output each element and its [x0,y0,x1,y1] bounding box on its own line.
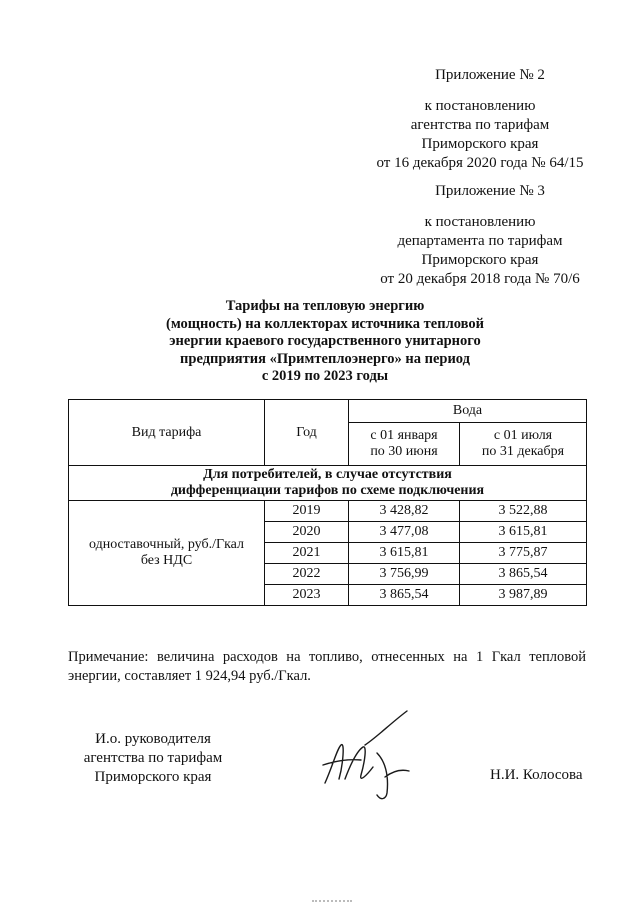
header-year: Год [265,400,349,466]
period-line: с 01 июля [493,428,553,443]
appendix-3-line: департамента по тарифам [397,233,563,249]
appendix-2-reference [360,97,600,173]
appendix-2-number: Приложение № 2 [435,67,545,83]
title-line: Тарифы на тепловую энергию [225,298,425,314]
table-header-row [69,400,587,423]
year-cell: 2021 [265,543,349,564]
signatory-position [78,730,228,787]
appendix-2-line: Приморского края [421,136,539,152]
tariff-value-first-half: 3 865,54 [349,585,460,606]
tariff-value-second-half: 3 865,54 [460,564,587,585]
tariff-value-second-half: 3 987,89 [460,585,587,606]
year-cell: 2020 [265,522,349,543]
appendix-3-line: от 20 декабря 2018 года № 70/6 [380,271,580,287]
fuel-cost-note: Примечание: величина расходов на топливо, отнесенных на 1 Гкал тепловой энергии, составляет 1 924,94 руб./Гкал. [68,649,586,684]
appendix-2-line: к постановлению [424,98,536,114]
tariff-value-first-half: 3 428,82 [349,501,460,522]
tariff-value-second-half: 3 522,88 [460,501,587,522]
title-line: (мощность) на коллекторах источника тепловой [166,315,484,332]
tariff-name-line: без НДС [140,553,193,568]
table-row [69,501,587,522]
section-line: Для потребителей, в случае отсутствия [203,467,452,482]
tariff-value-second-half: 3 775,87 [460,543,587,564]
document-title [150,298,500,386]
header-period-second-half [460,423,587,466]
title-line: энергии краевого государственного унитарного [169,333,481,349]
handwritten-signature [315,705,425,805]
signatory-name: Н.И. Колосова [490,767,583,783]
tariff-value-first-half: 3 615,81 [349,543,460,564]
tariff-value-first-half: 3 756,99 [349,564,460,585]
period-line: с 01 января [370,428,438,443]
position-line: агентства по тарифам [83,750,223,766]
year-cell: 2022 [265,564,349,585]
appendix-2-line: от 16 декабря 2020 года № 64/15 [376,155,584,171]
header-period-first-half [349,423,460,466]
header-tariff-type: Вид тарифа [69,400,265,466]
appendix-3-reference [360,213,600,289]
tariff-name-line: одноставочный, руб./Гкал [88,537,244,552]
position-line: Приморского края [94,769,212,785]
appendix-3-line: к постановлению [424,214,536,230]
header-water: Вода [349,400,587,423]
tariff-name-cell [69,501,265,606]
period-line: по 31 декабря [481,444,565,459]
section-line: дифференциации тарифов по схеме подключения [170,483,485,498]
scan-artifact-divider [312,900,352,904]
year-cell: 2023 [265,585,349,606]
tariff-value-first-half: 3 477,08 [349,522,460,543]
appendix-3-number: Приложение № 3 [435,183,545,199]
year-cell: 2019 [265,501,349,522]
tariff-table [68,399,587,606]
title-line: предприятия «Примтеплоэнерго» на период [180,350,470,367]
appendix-3-line: Приморского края [421,252,539,268]
section-heading [69,466,587,501]
title-line: с 2019 по 2023 годы [261,368,389,384]
appendix-2-line: агентства по тарифам [410,117,550,133]
period-line: по 30 июня [370,444,438,459]
tariff-value-second-half: 3 615,81 [460,522,587,543]
position-line: И.о. руководителя [95,731,211,747]
table-section-row [69,466,587,501]
